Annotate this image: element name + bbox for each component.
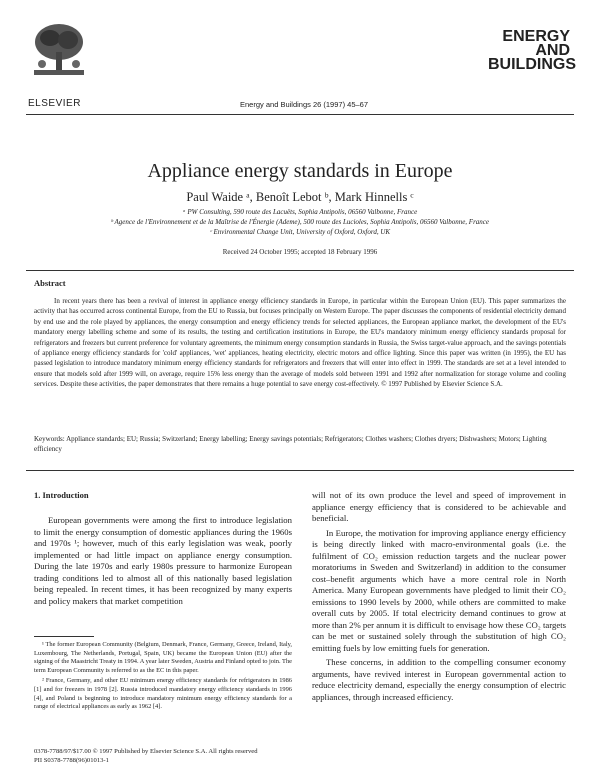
journal-reference: Energy and Buildings 26 (1997) 45–67 [240,100,369,109]
author-list: Paul Waide ᵃ, Benoît Lebot ᵇ, Mark Hinnells ᶜ [186,190,414,204]
abstract-text: In recent years there has been a revival of interest in appliance energy efficiency standards in Europe, in particular within the European Union (EU). This paper summarizes the activity that has occurred across continental Europe, from the EU to Russia, but focuses principally on Western Europe. The paper discusses the components of residential electricity demand by end use and the role played by appliances, the energy consumption and energy efficiency trends for selected appliances, the European appliance market, the development of the EU's mandatory energy labelling scheme and some of its results, the testing and certification institutions in Europe, the EU's mandatory minimum energy efficiency standards proposal for refrigerators and freezers but current preference for voluntary agreements, the minimum energy consumption standards in Russia, the Swiss target-value approach, and the savings potentials of appliance energy efficiency standards for 'cold' appliances, 'wet' appliances, heating electricity, electric motors and office lighting. Since this paper was written (in 1995), the EU has passed legislation to introduce mandatory minimum energy efficiency standards for refrigerators and freezers that will enter into effect in 1999. The standards are set at a level intended to ensure that models sold after 1999 will, on average, require 15% less energy than the average of models sold between 1991 and 1992 after normalization for storage volume and cooling services. Despite these activities, the paper demonstrates that there remains a huge potential to save energy cost-effectively. © 1997 Published by Elsevier Science S.A. [34,297,566,389]
abstract-top-rule [26,270,574,271]
paragraph: European governments were among the first to introduce legislation to limit the energy consumption of domestic appliances during the 1960s and 1970s ¹; however, much of this early legislation was weak, poorly implemented or had little impact on appliance energy consumption. During the late 1970s and early 1980s pressure to harmonize European trading conditions led to almost all of this nationally based legislation being repealed. In recent times, it has been recognized by many experts and policy makers that market competition [34,515,292,606]
received-dates: Received 24 October 1995; accepted 18 February 1996 [222,248,378,256]
keywords: Keywords: Appliance standards; EU; Russia; Switzerland; Energy labelling; Energy savings potentials; Refrigerators; Clothes washers; Clothes dryers; Dishwashers; Motors; Lighting efficiency [34,435,547,454]
footnotes [34,641,292,714]
journal-logo [488,28,576,73]
footnote: ² France, Germany, and other EU minimum energy efficiency standards for refrigerators in 1986 [1] and for freezers in 1978 [2]. Russia introduced mandatory energy efficiency standards in 1996 [4], and Poland is beginning to introduce mandatory minimum energy efficiency standards for a range of electrical appliances as early as 1962 [4]. [34,677,292,711]
journal-logo-line: ENERGY [502,28,570,45]
publisher-name: ELSEVIER [28,98,81,109]
paragraph: These concerns, in addition to the compelling consumer economy arguments, have revived interest in European governmental action to reduce electricity demand, especially the energy consumption of electric appliances, through increased efficiency. [312,657,566,702]
left-column [34,515,292,610]
elsevier-tree-logo-icon [30,20,88,78]
affiliation-a: ᵃ PW Consulting, 590 route des Lacuëts, Sophia Antipolis, 06560 Valbonne, France [182,208,418,216]
paragraph: In Europe, the motivation for improving appliance energy efficiency is being directly linked with macro-environmental goals (i.e. the fulfilment of CO₂ emission reduction targets and the nuclear power moratoriums in Sweden and Switzerland) in addition to the consumer cost–benefit arguments which have a more central role in North America. Many European governments have pledged to limit their CO₂ emissions to 1990 levels by 2000, while others are committed to make overall cuts by 2005. If total electricity demand continues to grow at more than 2% per annum it is difficult to envisage how these CO₂ targets can be met or sustained solely through the substitution of high CO₂ emitting fuels by low emitting fuels for generation. [312,527,566,653]
copyright-line: 0378-7788/97/$17.00 © 1997 Published by Elsevier Science S.A. All rights reserved [34,748,258,755]
journal-logo-line: AND [535,42,570,59]
paragraph: will not of its own produce the level and speed of improvement in appliance energy efficiency that is considered to be achievable and beneficial. [312,490,566,523]
section-heading: 1. Introduction [34,490,89,500]
journal-logo-line: BUILDINGS [488,56,576,73]
pii-line: PII S0378-7788(96)01013-1 [34,756,109,764]
affiliation-b: ᵇ Agence de l'Environnement et de la Maîtrise de l'Énergie (Ademe), 500 route des Lucioles, Sophia Antipolis, 06560 Valbonne, France [110,218,490,226]
issn-block [34,748,454,765]
right-column [312,490,566,706]
abstract-heading: Abstract [34,278,66,288]
article-title: Appliance energy standards in Europe [147,160,453,182]
abstract-bottom-rule [26,470,574,471]
footnote-rule [34,636,94,637]
affiliation-c: ᶜ Environmental Change Unit, University of Oxford, Oxford, UK [209,228,391,236]
header-rule [26,114,574,115]
footnote: ¹ The former European Community (Belgium, Denmark, France, Germany, Greece, Ireland, Italy, Luxembourg, The Netherlands, Portugal, Spain, UK) became the European Union (EU) after the signing of the Maastricht Treaty in 1994. A year later Sweden, Austria and Finland opted to join. The term European Community is referred to as the EC in this paper. [34,641,292,674]
